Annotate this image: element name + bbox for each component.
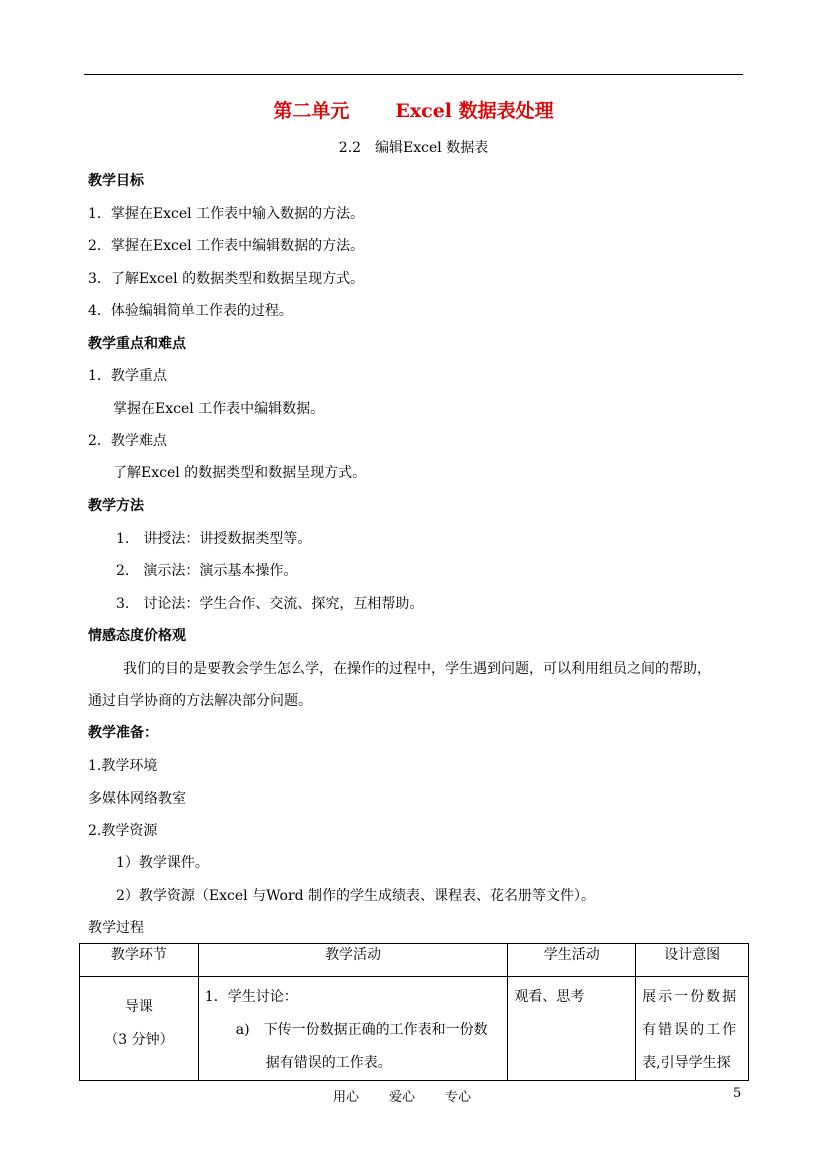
prep-env-value: 多媒体网络教室: [88, 791, 186, 807]
title-unit: 第二单元: [273, 100, 350, 122]
prep-res-item-2: 2）教学资源（Excel 与Word 制作的学生成绩表、课程表、花名册等文件）。: [116, 888, 596, 904]
column-header-intent: 设计意图: [636, 944, 749, 977]
values-paragraph-line-1: 我们的目的是要教会学生怎么学，在操作的过程中，学生遇到问题，可以利用组员之间的帮助，: [123, 661, 711, 677]
objective-item-3: 3．了解Excel 的数据类型和数据呈现方式。: [88, 271, 365, 287]
intent-line-3: 表,引导学生探: [642, 1055, 731, 1071]
keypoint-item-3: 2．教学难点: [88, 433, 167, 449]
column-header-stage: 教学环节: [80, 944, 199, 977]
header-rule: [84, 74, 743, 75]
footer-motto-1: 用心: [333, 1090, 360, 1105]
keypoints-heading: 教学重点和难点: [88, 336, 186, 352]
method-item-2: 2. 演示法：演示基本操作。: [116, 563, 298, 579]
activity-item-a: [199, 1014, 508, 1047]
process-table: [79, 943, 749, 1081]
prep-heading: 教学准备：: [88, 725, 158, 741]
method-item-3: 3. 讨论法：学生合作、交流、探究，互相帮助。: [116, 596, 424, 612]
keypoint-item-1: 1．教学重点: [88, 368, 167, 384]
student-activity-text: 观看、思考: [514, 989, 585, 1005]
section-subtitle: 2.2 编辑Excel 数据表: [338, 140, 489, 156]
objective-item-1: 1．掌握在Excel 工作表中输入数据的方法。: [88, 206, 365, 222]
stage-name: 导课: [124, 999, 153, 1015]
objective-item-2: 2．掌握在Excel 工作表中编辑数据的方法。: [88, 238, 365, 254]
prep-res-label: 2.教学资源: [88, 823, 158, 839]
page-number: 5: [733, 1086, 742, 1101]
values-heading: 情感态度价格观: [88, 628, 186, 644]
method-item-1: 1. 讲授法：讲授数据类型等。: [116, 531, 312, 547]
intent-line-2: 有错误的工作: [642, 1022, 739, 1038]
footer-motto-3: 专心: [445, 1090, 472, 1105]
stage-time: （3 分钟）: [104, 1032, 174, 1048]
process-heading: 教学过程: [88, 920, 144, 936]
activity-item-1: 1．学生讨论：: [204, 989, 298, 1005]
prep-res-item-1: 1）教学课件。: [116, 855, 209, 871]
document-title: [0, 96, 827, 123]
student-activity-cell: [508, 977, 636, 1081]
table-row: [80, 977, 749, 1081]
objectives-heading: 教学目标: [88, 173, 144, 189]
prep-env-label: 1.教学环境: [88, 758, 158, 774]
intent-line-1: 展示一份数据: [642, 989, 739, 1005]
keypoint-item-4: 了解Excel 的数据类型和数据呈现方式。: [113, 465, 367, 481]
table-header-row: [80, 944, 749, 977]
methods-heading: 教学方法: [88, 498, 144, 514]
column-header-student: 学生活动: [508, 944, 636, 977]
column-header-activity: 教学活动: [198, 944, 508, 977]
values-paragraph-line-2: 通过自学协商的方法解决部分问题。: [88, 693, 312, 709]
activity-a-line2: 据有错误的工作表。: [265, 1055, 392, 1071]
objective-item-4: 4．体验编辑简单工作表的过程。: [88, 303, 293, 319]
intent-cell: [636, 977, 749, 1081]
footer-motto-2: 爱心: [389, 1090, 416, 1105]
stage-cell: [80, 977, 199, 1081]
keypoint-item-2: 掌握在Excel 工作表中编辑数据。: [113, 401, 325, 417]
activity-cell: [198, 977, 508, 1081]
title-name: Excel 数据表处理: [395, 100, 554, 122]
activity-a-label: a): [235, 1022, 250, 1038]
activity-a-line1: 下传一份数据正确的工作表和一份数: [263, 1022, 488, 1038]
